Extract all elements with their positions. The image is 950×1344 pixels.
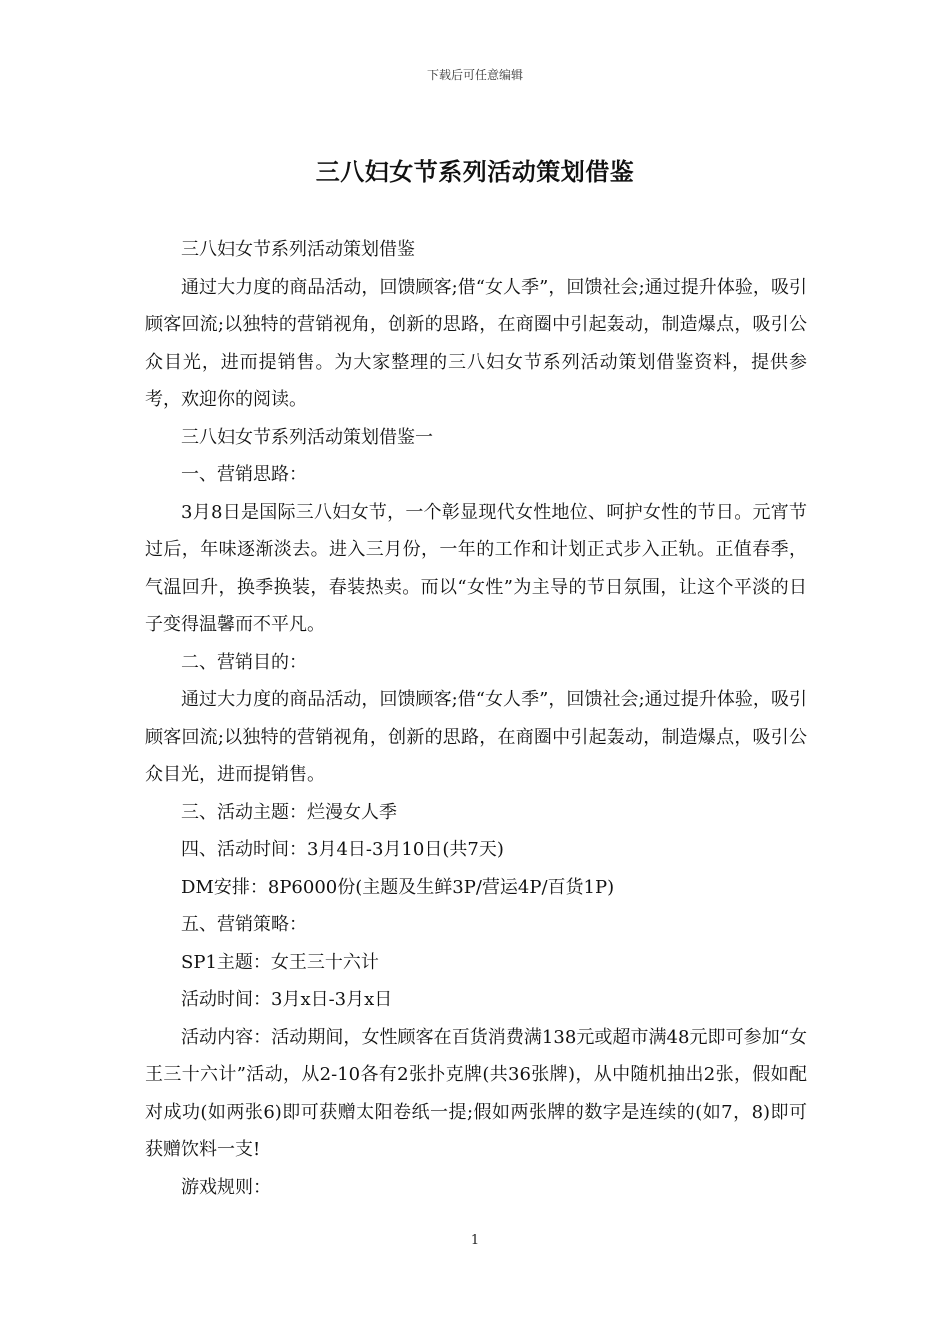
paragraph: SP1主题：女王三十六计	[181, 951, 379, 973]
paragraph: 通过大力度的商品活动，回馈顾客;借“女人季”，回馈社会;通过提升体验，吸引顾客回流;以独特的营销视角，创新的思路，在商圈中引起轰动，制造爆点，吸引公众目光，进而提销售。为大家整理的三八妇女节系列活动策划借鉴资料，提供参考，欢迎你的阅读。	[145, 276, 807, 410]
paragraph: 三、活动主题：烂漫女人季	[181, 801, 397, 823]
paragraph: 活动时间：3月x日-3月x日	[181, 989, 393, 1010]
paragraph: DM安排：8P6000份(主题及生鲜3P/营运4P/百货1P)	[181, 876, 615, 898]
document-body	[145, 231, 807, 1206]
paragraph: 二、营销目的：	[181, 651, 307, 673]
paragraph: 三八妇女节系列活动策划借鉴	[181, 239, 415, 260]
paragraph: 四、活动时间：3月4日-3月10日(共7天)	[181, 839, 504, 860]
paragraph: 通过大力度的商品活动，回馈顾客;借“女人季”，回馈社会;通过提升体验，吸引顾客回流;以独特的营销视角，创新的思路，在商圈中引起轰动，制造爆点，吸引公众目光，进而提销售。	[145, 689, 807, 785]
page-number: 1	[470, 1233, 480, 1248]
document-title: 三八妇女节系列活动策划借鉴	[315, 157, 635, 186]
paragraph: 游戏规则：	[181, 1176, 271, 1198]
paragraph: 五、营销策略：	[181, 914, 307, 935]
paragraph: 一、营销思路：	[181, 464, 307, 485]
paragraph: 活动内容：活动期间，女性顾客在百货消费满138元或超市满48元即可参加“女王三十六计”活动，从2-10各有2张扑克牌(共36张牌)，从中随机抽出2张，假如配对成功(如两张6)即可获赠太阳卷纸一提;假如两张牌的数字是连续的(如7，8)即可获赠饮料一支!	[145, 1026, 807, 1160]
paragraph: 3月8日是国际三八妇女节，一个彰显现代女性地位、呵护女性的节日。元宵节过后，年味逐渐淡去。进入三月份，一年的工作和计划正式步入正轨。正值春季，气温回升，换季换装，春装热卖。而以“女性”为主导的节日氛围，让这个平淡的日子变得温馨而不平凡。	[145, 501, 807, 635]
header-note: 下载后可任意编辑	[426, 68, 523, 82]
paragraph: 三八妇女节系列活动策划借鉴一	[181, 426, 433, 448]
